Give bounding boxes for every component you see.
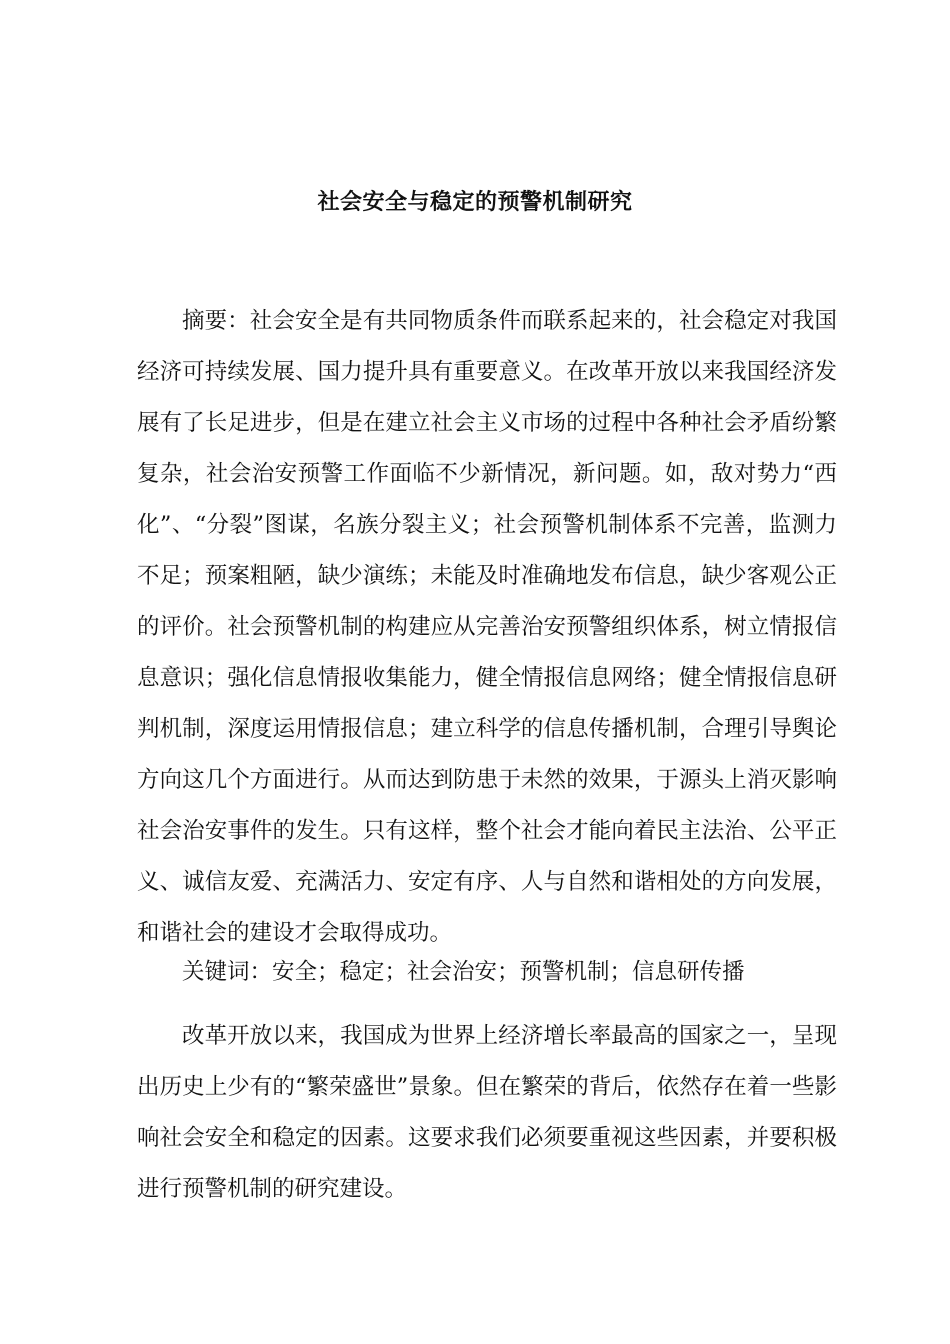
document-title: 社会安全与稳定的预警机制研究 (317, 189, 633, 215)
abstract-paragraph: 摘要：社会安全是有共同物质条件而联系起来的，社会稳定对我国经济可持续发展、国力提升具有重要意义。在改革开放以来我国经济发展有了长足进步，但是在建立社会主义市场的过程中各种社会矛盾纷繁复杂，社会治安预警工作面临不少新情况，新问题。如，敌对势力“西化”、“分裂”图谋，名族分裂主义；社会预警机制体系不完善，监测力不足；预案粗陋，缺少演练；未能及时准确地发布信息，缺少客观公正的评价。社会预警机制的构建应从完善治安预警组织体系，树立情报信息意识；强化信息情报收集能力，健全情报信息网络；健全情报信息研判机制，深度运用情报信息；建立科学的信息传播机制，合理引导舆论方向这几个方面进行。从而达到防患于未然的效果，于源头上消灭影响社会治安事件的发生。只有这样，整个社会才能向着民主法治、公平正义、诚信友爱、充满活力、安定有序、人与自然和谐相处的方向发展，和谐社会的建设才会取得成功。 (137, 308, 837, 946)
keywords-list: 安全；稳定；社会治安；预警机制；信息研传播 (272, 959, 745, 985)
intro-paragraph: 改革开放以来，我国成为世界上经济增长率最高的国家之一，呈现出历史上少有的“繁荣盛世”景象。但在繁荣的背后，依然存在着一些影响社会安全和稳定的因素。这要求我们必须要重视这些因素，并要积极进行预警机制的研究建设。 (137, 1023, 837, 1202)
keywords-paragraph (137, 947, 837, 998)
keywords-label: 关键词： (182, 959, 273, 985)
